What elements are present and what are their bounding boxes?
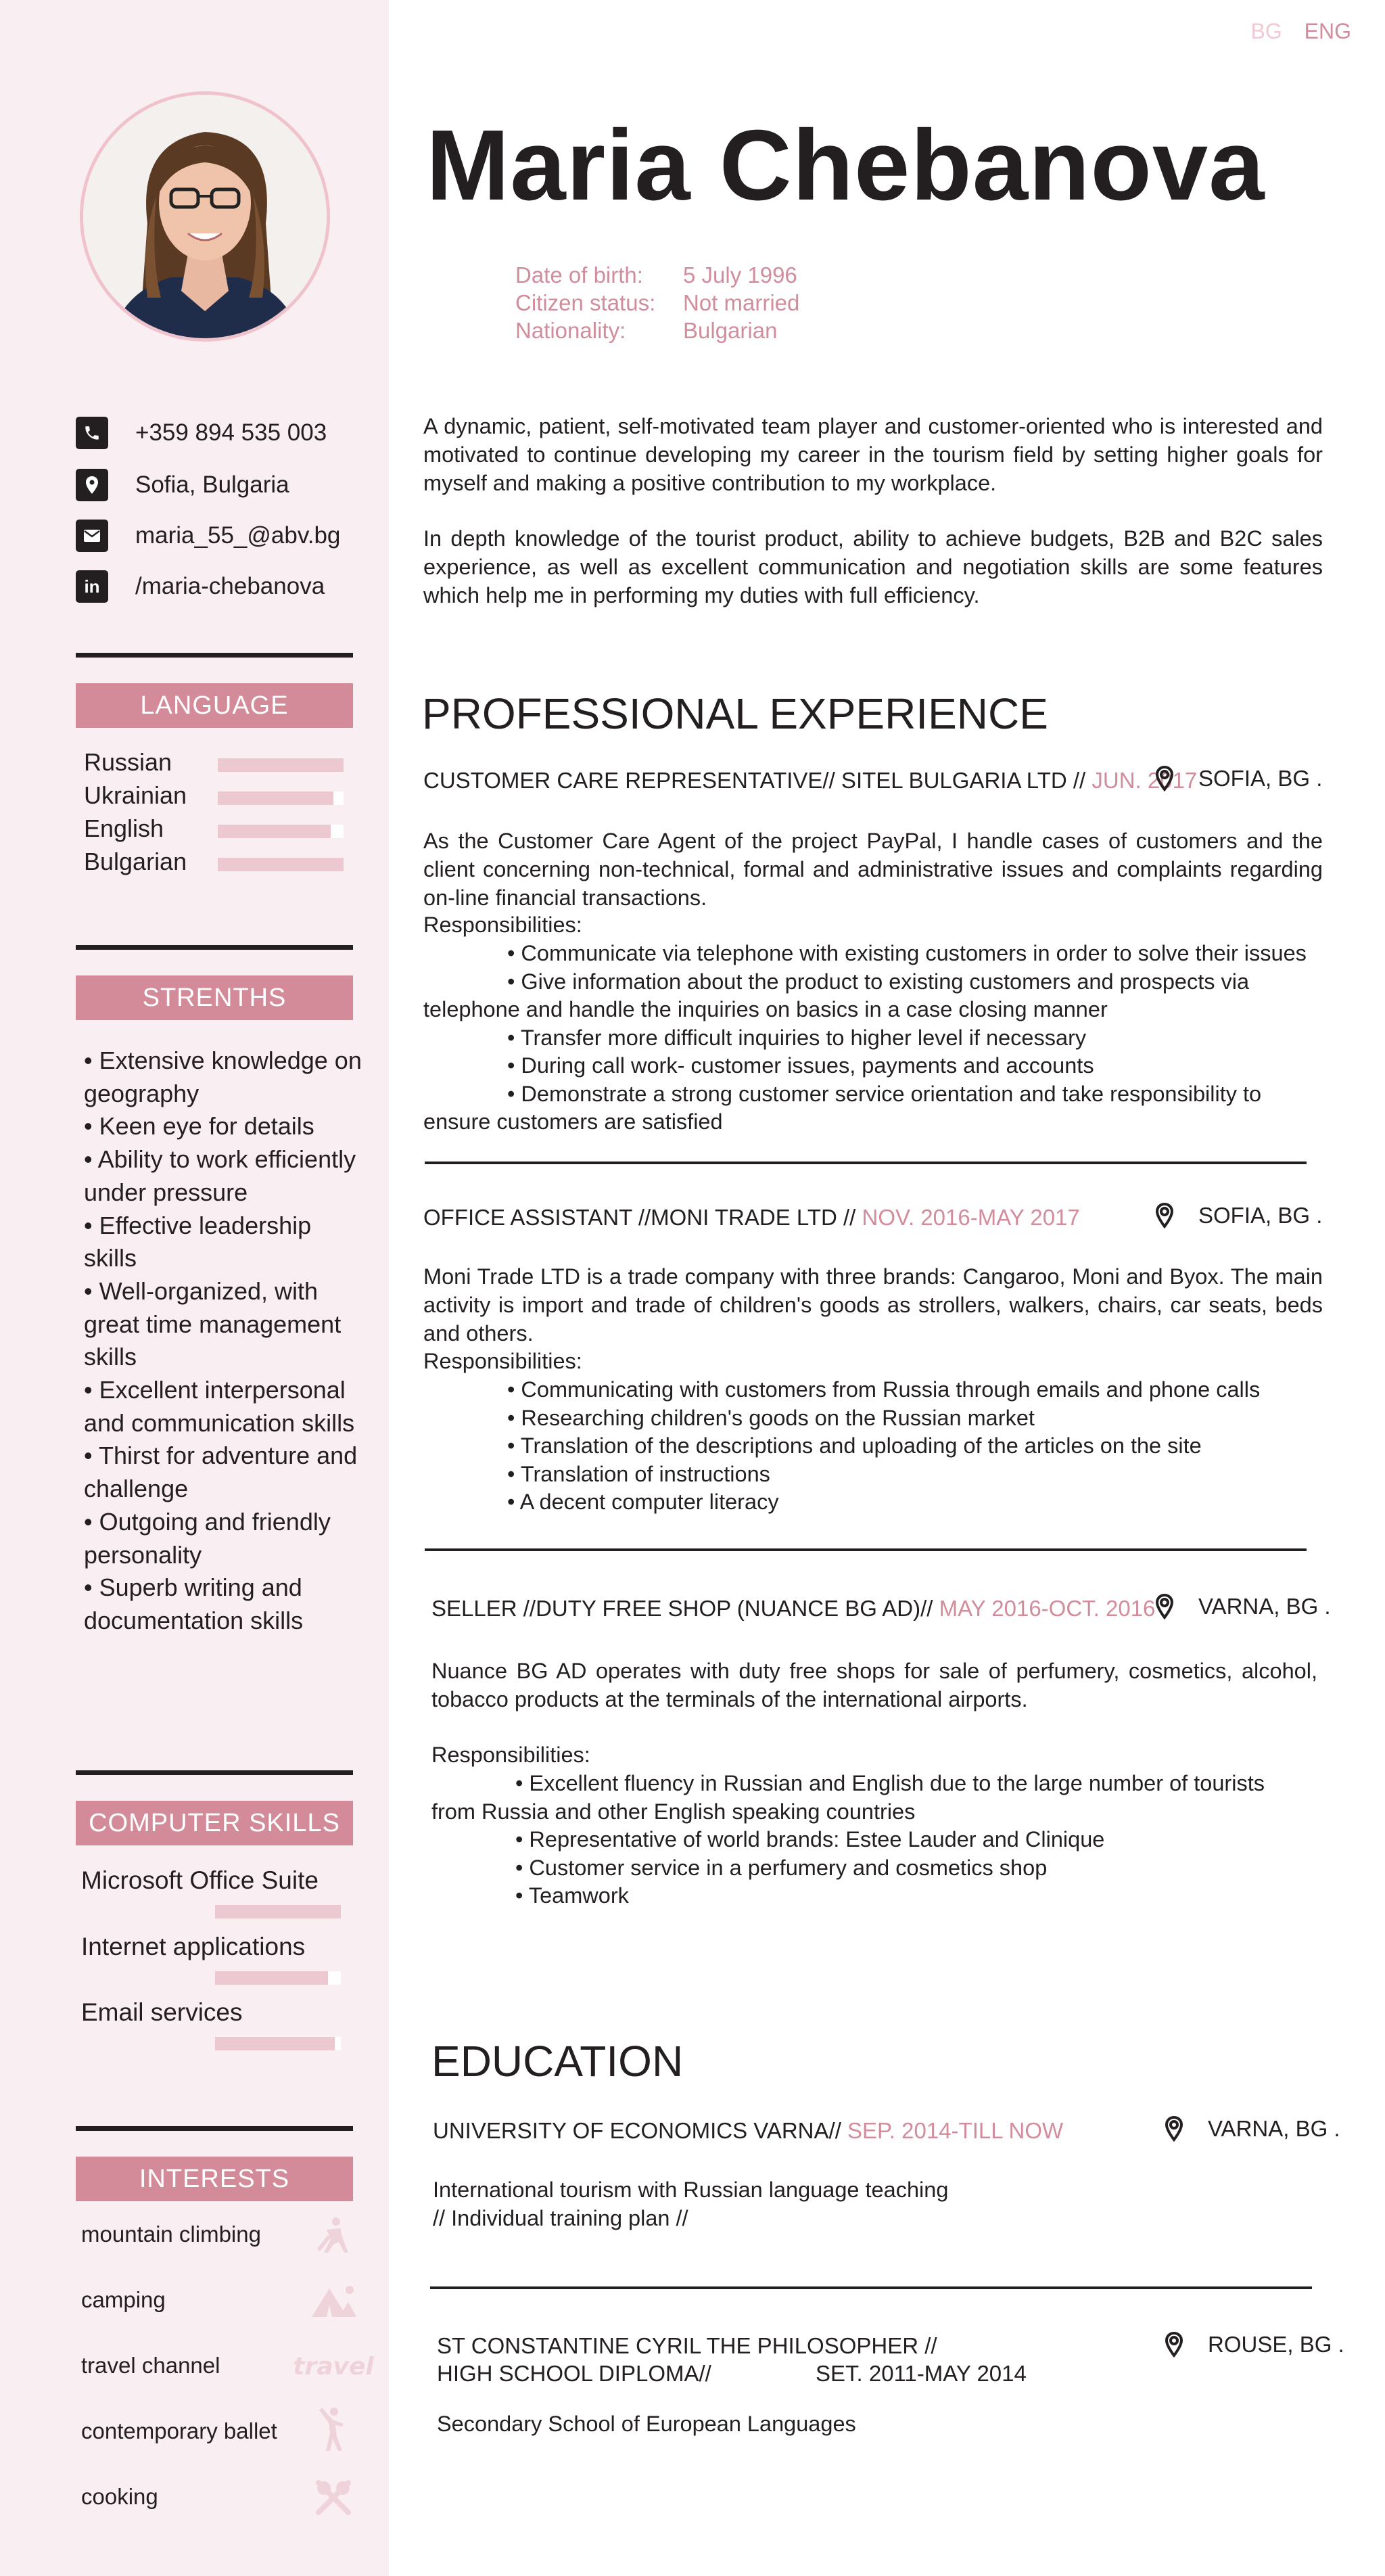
language-switch	[1235, 19, 1351, 44]
divider	[425, 1548, 1307, 1551]
portrait-image	[83, 95, 327, 338]
location-label: VARNA, BG .	[1198, 1594, 1331, 1619]
contact-location	[76, 468, 289, 502]
list-item: • Effective leadership skills	[84, 1211, 312, 1272]
language-level-bar	[218, 858, 344, 871]
education-detail: International tourism with Russian language teaching	[433, 2178, 949, 2202]
location-text: Sofia, Bulgaria	[135, 472, 289, 498]
responsibilities-list	[423, 940, 1323, 1136]
experience-title: PROFESSIONAL EXPERIENCE	[422, 689, 1048, 738]
education-detail: Secondary School of European Languages	[437, 2412, 856, 2436]
diploma-name: HIGH SCHOOL DIPLOMA//	[437, 2361, 711, 2386]
language-row	[84, 779, 354, 812]
climber-icon	[308, 2213, 359, 2257]
list-item: telephone and handle the inquiries on basics in a case closing manner	[423, 997, 1108, 1021]
map-pin-icon	[1155, 1203, 1174, 1228]
divider	[76, 653, 353, 658]
divider	[76, 945, 353, 950]
education-detail: // Individual training plan //	[433, 2206, 688, 2230]
job-description: Nuance BG AD operates with duty free shops for sale of perfumery, cosmetics, alcohol, tobacco products at the terminals of the international airports.	[431, 1659, 1317, 1711]
dancer-icon	[308, 2408, 359, 2452]
language-level-bar	[218, 758, 344, 772]
job-location	[1155, 1594, 1331, 1619]
job-description: As the Customer Care Agent of the project PayPal, I handle cases of customers and the client concerning non-technical, formal and administrative issues and complaints regarding on-line financial transactions.	[423, 829, 1323, 910]
list-item: • Give information about the product to existing customers and prospects via	[507, 969, 1250, 994]
summary-paragraph: In depth knowledge of the tourist product, ability to achieve budgets, B2B and B2C sales experience, as well as excellent communication and negotiation skills are some features which help me in performing my duties with full efficiency.	[423, 526, 1323, 607]
strengths-list	[84, 1044, 368, 1638]
job-date: MAY 2016-OCT. 2016	[939, 1596, 1156, 1621]
responsibilities-label: Responsibilities:	[423, 913, 582, 937]
education-date: SEP. 2014-TILL NOW	[847, 2118, 1064, 2143]
interest-item: cooking	[81, 2484, 158, 2509]
job-location	[1155, 766, 1322, 791]
divider	[76, 1770, 353, 1775]
school-name: ST CONSTANTINE CYRIL THE PHILOSOPHER //	[437, 2333, 937, 2358]
list-item: ensure customers are satisfied	[423, 1109, 723, 1134]
travel-logo-icon: travel	[293, 2352, 374, 2380]
list-item: • Transfer more difficult inquiries to higher level if necessary	[507, 1025, 1087, 1050]
list-item: • Demonstrate a strong customer service orientation and take responsibility to	[507, 1081, 1262, 1106]
responsibilities-label: Responsibilities:	[431, 1743, 590, 1767]
job-title	[423, 768, 1197, 794]
list-item: • Representative of world brands: Estee Lauder and Clinique	[515, 1827, 1105, 1852]
phone-number: +359 894 535 003	[135, 419, 327, 446]
list-item: • Translation of the descriptions and uploading of the articles on the site	[507, 1433, 1202, 1458]
language-name: Bulgarian	[84, 848, 187, 875]
skill-level-bar	[215, 1905, 341, 1918]
skill-level-bar	[215, 2037, 341, 2050]
language-name: Russian	[84, 748, 172, 776]
list-item: • Extensive knowledge on geography	[84, 1046, 362, 1107]
list-item: • Keen eye for details	[84, 1112, 314, 1141]
skill-level-bar	[215, 1971, 341, 1985]
interest-item: camping	[81, 2287, 166, 2312]
list-item: • Excellent fluency in Russian and English due to the large number of tourists	[515, 1771, 1265, 1795]
nationality-label: Nationality:	[515, 318, 626, 343]
skill-name: Microsoft Office Suite	[81, 1866, 319, 1894]
job-title	[431, 1596, 1155, 1622]
list-item: • Teamwork	[515, 1883, 629, 1908]
computer-skills-header: COMPUTER SKILLS	[76, 1801, 353, 1845]
linkedin-icon: in	[76, 570, 108, 603]
job-role: CUSTOMER CARE REPRESENTATIVE// SITEL BULGARIA LTD //	[423, 768, 1092, 793]
contact-linkedin[interactable]	[76, 570, 325, 603]
avatar	[80, 91, 330, 342]
skill-name: Internet applications	[81, 1933, 306, 1960]
responsibilities-list	[423, 1376, 1323, 1517]
language-name: English	[84, 814, 164, 842]
contact-phone[interactable]	[76, 416, 327, 450]
location-label: VARNA, BG .	[1208, 2116, 1340, 2141]
interest-item: contemporary ballet	[81, 2418, 277, 2443]
map-pin-icon	[1165, 2116, 1183, 2142]
tent-icon	[308, 2279, 359, 2322]
list-item: • Outgoing and friendly personality	[84, 1507, 331, 1569]
language-header: LANGUAGE	[76, 683, 353, 728]
education-date: SET. 2011-MAY 2014	[816, 2361, 1027, 2386]
job-location	[1155, 1203, 1322, 1228]
job-date: JUN. 2017	[1091, 768, 1198, 793]
list-item: from Russia and other English speaking countries	[431, 1799, 916, 1824]
list-item: • Ability to work efficiently under pressure	[84, 1145, 356, 1206]
education-location	[1165, 2116, 1340, 2142]
dob-label: Date of birth:	[515, 262, 643, 288]
lang-eng-link[interactable]: ENG	[1304, 19, 1351, 43]
list-item: • Excellent interpersonal and communication skills	[84, 1376, 355, 1437]
email-text: maria_55_@abv.bg	[135, 522, 341, 549]
phone-icon	[76, 417, 108, 449]
job-role: SELLER //DUTY FREE SHOP (NUANCE BG AD)//	[431, 1596, 939, 1621]
divider	[425, 1162, 1307, 1164]
map-pin-icon	[1155, 1594, 1174, 1619]
interests-header: INTERESTS	[76, 2157, 353, 2201]
location-label: SOFIA, BG .	[1198, 1203, 1323, 1228]
responsibilities-label: Responsibilities:	[423, 1349, 582, 1373]
map-pin-icon	[1165, 2332, 1183, 2358]
list-item: • Customer service in a perfumery and cosmetics shop	[515, 1855, 1048, 1880]
map-pin-icon	[76, 469, 108, 501]
education-location	[1165, 2332, 1344, 2358]
list-item: • A decent computer literacy	[507, 1490, 779, 1514]
divider	[430, 2286, 1312, 2289]
divider	[76, 2126, 353, 2131]
education-title-line	[437, 2361, 711, 2387]
page-title: Maria Chebanova	[426, 110, 1265, 221]
citizen-label: Citizen status:	[515, 290, 656, 315]
education-title-line	[433, 2118, 1063, 2144]
list-item: • Researching children's goods on the Russian market	[507, 1405, 1035, 1430]
citizen-value: Not married	[683, 290, 800, 315]
list-item: • Translation of instructions	[507, 1461, 770, 1486]
language-level-bar	[218, 825, 344, 838]
contact-email[interactable]	[76, 519, 340, 553]
language-row	[84, 746, 354, 779]
responsibilities-list	[431, 1770, 1324, 1910]
lang-bg-link[interactable]: BG	[1250, 19, 1282, 43]
language-name: Ukrainian	[84, 781, 187, 809]
list-item: • During call work- customer issues, payments and accounts	[507, 1053, 1094, 1078]
job-date: NOV. 2016-MAY 2017	[862, 1205, 1080, 1230]
map-pin-icon	[1155, 766, 1174, 791]
summary-paragraph: A dynamic, patient, self-motivated team player and customer-oriented who is interested and motivated to continue developing my career in the tourism field by setting higher goals for myself and making a positive contribution to my workplace.	[423, 414, 1323, 495]
location-label: ROUSE, BG .	[1208, 2332, 1344, 2357]
list-item: • Superb writing and documentation skills	[84, 1573, 304, 1634]
location-label: SOFIA, BG .	[1198, 766, 1323, 791]
utensils-icon	[308, 2476, 359, 2519]
interest-item: travel channel	[81, 2353, 220, 2378]
interest-item: mountain climbing	[81, 2222, 261, 2247]
language-level-bar	[218, 791, 344, 805]
sidebar	[0, 0, 389, 2576]
list-item: • Thirst for adventure and challenge	[84, 1442, 358, 1503]
dob-value: 5 July 1996	[683, 262, 797, 288]
linkedin-text: /maria-chebanova	[135, 573, 325, 599]
school-name: UNIVERSITY OF ECONOMICS VARNA//	[433, 2118, 848, 2143]
list-item: • Communicate via telephone with existing customers in order to solve their issues	[507, 941, 1307, 965]
job-title	[423, 1205, 1080, 1230]
job-role: OFFICE ASSISTANT //MONI TRADE LTD //	[423, 1205, 862, 1230]
nationality-value: Bulgarian	[683, 318, 778, 343]
email-icon	[76, 520, 108, 552]
language-row	[84, 846, 354, 878]
skill-name: Email services	[81, 1998, 243, 2026]
education-title: EDUCATION	[431, 2037, 684, 2086]
job-description: Moni Trade LTD is a trade company with three brands: Cangaroo, Moni and Byox. The main activity is import and trade of children's goods as strollers, walkers, chairs, car seats, beds and others.	[423, 1264, 1323, 1346]
language-row	[84, 812, 354, 845]
strengths-header: STRENTHS	[76, 975, 353, 1020]
list-item: • Communicating with customers from Russia through emails and phone calls	[507, 1377, 1261, 1402]
list-item: • Well-organized, with great time management skills	[84, 1276, 342, 1371]
